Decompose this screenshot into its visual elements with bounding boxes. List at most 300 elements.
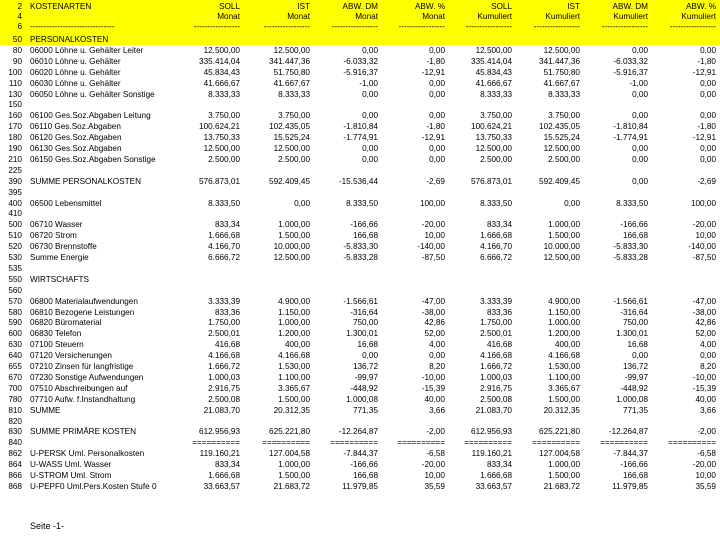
row-line-number: 862 [8,449,22,458]
row-value-cell: 3.750,00 [278,111,310,120]
row-value-cell: 35,59 [424,482,445,491]
row-line-number: 655 [8,362,22,371]
row-value-cell: -448,92 [620,384,648,393]
row-value-cell: 1.500,00 [278,231,310,240]
column-header-dashes: ----------------- [193,22,240,31]
row-value-cell: -6.033,32 [613,57,648,66]
column-header-dashes: ----------------- [331,22,378,31]
row-value-cell: 0,00 [632,111,648,120]
row-line-number: 410 [8,209,22,218]
column-header-line1: IST [297,2,310,11]
column-header-line2: Monat [355,12,378,21]
row-value-cell: 12.500,00 [543,46,580,55]
row-line-number: 390 [8,177,22,186]
row-value-cell: 4,00 [429,340,445,349]
row-line-number: 640 [8,351,22,360]
row-value-cell: 40,00 [424,395,445,404]
row-value-cell: -5.833,28 [343,253,378,262]
row-value-cell: -1,80 [426,57,445,66]
row-line-number: 180 [8,133,22,142]
row-value-cell: 42,86 [695,318,716,327]
row-value-cell: 119.160,21 [199,449,240,458]
row-value-cell: -7.844,37 [343,449,378,458]
row-value-cell: -1.774,91 [613,133,648,142]
row-value-cell: 12.500,00 [543,144,580,153]
row-value-cell: -6,58 [426,449,445,458]
row-value-cell: 1.666,68 [208,231,240,240]
row-value-cell: 41.667,67 [273,79,310,88]
row-line-number: 90 [12,57,22,66]
row-line-number: 864 [8,460,22,469]
row-line-number: 500 [8,220,22,229]
row-value-cell: 1.000,00 [278,220,310,229]
row-value-cell: 1.530,00 [278,362,310,371]
row-label: WIRTSCHAFTS [30,275,89,284]
row-value-cell: -1,80 [697,122,716,131]
row-value-cell: 341.447,36 [539,57,580,66]
row-value-cell: 4.900,00 [278,297,310,306]
row-value-cell: 1.666,72 [208,362,240,371]
row-value-cell: -1,80 [697,57,716,66]
row-value-cell: 166,68 [622,471,648,480]
row-value-cell: 592.409,45 [539,177,580,186]
row-line-number: 190 [8,144,22,153]
row-value-cell: 625.221,80 [539,427,580,436]
column-header-line2: Monat [217,12,240,21]
row-value-cell: 0,00 [564,199,580,208]
row-value-cell: 3.365,67 [278,384,310,393]
row-value-cell: 0,00 [429,79,445,88]
row-value-cell: -38,00 [421,308,445,317]
row-line-number: 225 [8,166,22,175]
row-value-cell: 33.663,57 [203,482,240,491]
row-value-cell: -47,00 [692,297,716,306]
row-value-cell: 612.956,93 [199,427,240,436]
row-value-cell: -5.833,30 [613,242,648,251]
row-value-cell: 42,86 [424,318,445,327]
row-value-cell: 0,00 [429,90,445,99]
row-value-cell: 10,00 [695,231,716,240]
row-value-cell: 4.166,68 [480,351,512,360]
row-value-cell: 136,72 [622,362,648,371]
row-line-number: 50 [12,35,22,44]
row-value-cell: 3.365,67 [548,384,580,393]
row-line-number: 780 [8,395,22,404]
row-label: 06030 Löhne u. Gehälter [30,79,121,88]
row-value-cell: 12.500,00 [273,253,310,262]
row-value-cell: 10,00 [695,471,716,480]
row-line-number: 210 [8,155,22,164]
row-value-cell: ========== [330,438,378,447]
row-value-cell: 119.160,21 [471,449,512,458]
row-label: U-WASS Uml. Wasser [30,460,112,469]
row-value-cell: 416,68 [486,340,512,349]
row-value-cell: -12,91 [692,133,716,142]
row-value-cell: -87,50 [692,253,716,262]
row-value-cell: 127.004,58 [539,449,580,458]
column-header-line2: Kumuliert [545,12,580,21]
row-value-cell: -5.833,28 [613,253,648,262]
row-value-cell: 16,68 [627,340,648,349]
row-line-number: 100 [8,68,22,77]
row-value-cell: 3.750,00 [548,111,580,120]
row-label: 06830 Telefon [30,329,82,338]
row-value-cell: 16,68 [357,340,378,349]
row-value-cell: -2,00 [426,427,445,436]
row-line-number: 570 [8,297,22,306]
column-header-line2: Kumuliert [477,12,512,21]
row-value-cell: 8.333,50 [480,199,512,208]
row-label: U-PEPF0 Uml.Pers.Kosten Stufe 0 [30,482,157,491]
row-value-cell: 625.221,80 [269,427,310,436]
row-value-cell: 21.083,70 [475,406,512,415]
row-value-cell: 0,00 [700,111,716,120]
row-value-cell: -5.833,30 [343,242,378,251]
row-value-cell: -99,97 [354,373,378,382]
row-value-cell: 2.500,08 [480,395,512,404]
row-value-cell: ========== [532,438,580,447]
column-header-line1: ABW. DM [612,2,648,11]
row-value-cell: 1.750,00 [480,318,512,327]
row-value-cell: 136,72 [352,362,378,371]
row-value-cell: ========== [397,438,445,447]
row-value-cell: 1.100,00 [548,373,580,382]
row-value-cell: 100.624,21 [199,122,240,131]
row-value-cell: 6.666,72 [480,253,512,262]
row-line-number: 580 [8,308,22,317]
row-value-cell: 2.500,01 [480,329,512,338]
row-value-cell: 833,34 [486,460,512,469]
row-value-cell: 576.873,01 [199,177,240,186]
row-value-cell: 1.100,00 [278,373,310,382]
row-value-cell: -1.566,61 [343,297,378,306]
row-value-cell: -10,00 [421,373,445,382]
row-value-cell: -47,00 [421,297,445,306]
row-line-number: 830 [8,427,22,436]
row-value-cell: -20,00 [421,460,445,469]
row-value-cell: 100,00 [419,199,445,208]
row-value-cell: 0,00 [362,46,378,55]
row-value-cell: -1,00 [359,79,378,88]
row-label: 06010 Löhne u. Gehälter [30,57,121,66]
row-value-cell: 2.500,00 [208,155,240,164]
column-header-line2: Monat [422,12,445,21]
row-value-cell: 833,36 [214,308,240,317]
row-value-cell: 52,00 [424,329,445,338]
row-value-cell: 4.900,00 [548,297,580,306]
row-line-number: 600 [8,329,22,338]
row-value-cell: 41.666,67 [475,79,512,88]
row-label: 07120 Versicherungen [30,351,112,360]
row-value-cell: 15.525,24 [273,133,310,142]
row-value-cell: 771,35 [352,406,378,415]
row-value-cell: 1.000,03 [208,373,240,382]
column-header-dashes: ----------------- [533,22,580,31]
row-value-cell: 0,00 [362,90,378,99]
row-value-cell: 20.312,35 [273,406,310,415]
row-value-cell: 1.500,00 [278,395,310,404]
row-value-cell: 0,00 [429,351,445,360]
column-header-line2: Monat [287,12,310,21]
kostenarten-title: KOSTENARTEN [30,2,92,11]
column-header-line2: Kumuliert [613,12,648,21]
row-value-cell: -6.033,32 [343,57,378,66]
row-label: U-STROM Uml. Strom [30,471,112,480]
row-value-cell: 0,00 [700,79,716,88]
column-header-line1: ABW. % [414,2,445,11]
row-value-cell: 833,34 [486,220,512,229]
row-value-cell: 51.750,80 [273,68,310,77]
row-value-cell: -1,00 [629,79,648,88]
row-value-cell: 0,00 [632,46,648,55]
row-value-cell: -166,66 [350,460,378,469]
row-value-cell: 12.500,00 [475,144,512,153]
column-header-dashes: ----------------- [263,22,310,31]
row-value-cell: 1.000,00 [278,318,310,327]
row-label: 07100 Steuern [30,340,84,349]
row-value-cell: 8.333,50 [208,199,240,208]
row-value-cell: 1.666,72 [480,362,512,371]
row-value-cell: 0,00 [362,111,378,120]
row-value-cell: -15,39 [421,384,445,393]
row-value-cell: 0,00 [700,46,716,55]
row-value-cell: -1.566,61 [613,297,648,306]
column-header-line1: IST [567,2,580,11]
row-value-cell: -20,00 [421,220,445,229]
row-value-cell: 21.683,72 [273,482,310,491]
row-label: SUMME PERSONALKOSTEN [30,177,142,186]
row-value-cell: -1.810,84 [343,122,378,131]
row-value-cell: 3.750,00 [208,111,240,120]
page-footer: Seite -1- [30,521,65,531]
column-header-dashes: ----------------- [669,22,716,31]
row-value-cell: -2,69 [697,177,716,186]
row-value-cell: 4.166,68 [278,351,310,360]
row-value-cell: -12.264,87 [338,427,378,436]
row-value-cell: 4.166,70 [208,242,240,251]
row-value-cell: 0,00 [632,351,648,360]
row-value-cell: -15.536,44 [338,177,378,186]
row-label: 06120 Ges.Soz.Abgaben [30,133,122,142]
row-value-cell: 12.500,00 [203,144,240,153]
row-label: 06800 Materialaufwendungen [30,297,138,306]
row-value-cell: -12,91 [421,68,445,77]
row-value-cell: 2.500,08 [208,395,240,404]
row-value-cell: 0,00 [632,90,648,99]
row-line-number: 80 [12,46,22,55]
row-value-cell: 41.667,67 [543,79,580,88]
row-line-number: 400 [8,199,22,208]
row-value-cell: 1.500,00 [548,395,580,404]
row-line-number: 510 [8,231,22,240]
row-value-cell: 1.000,08 [346,395,378,404]
column-header-line2: Kumuliert [681,12,716,21]
row-value-cell: 21.083,70 [203,406,240,415]
row-value-cell: 45.834,43 [203,68,240,77]
row-value-cell: -166,66 [350,220,378,229]
row-line-number: 395 [8,188,22,197]
row-value-cell: 10,00 [424,471,445,480]
row-value-cell: 102.435,05 [269,122,310,131]
row-value-cell: 1.300,01 [616,329,648,338]
row-line-number: 630 [8,340,22,349]
row-value-cell: 1.530,00 [548,362,580,371]
row-value-cell: 2.916,75 [208,384,240,393]
row-value-cell: -2,69 [426,177,445,186]
row-value-cell: -87,50 [421,253,445,262]
row-value-cell: 166,68 [352,231,378,240]
row-value-cell: 833,34 [214,220,240,229]
row-value-cell: 0,00 [294,199,310,208]
row-value-cell: 2.500,00 [278,155,310,164]
header-line-number: 6 [17,22,22,31]
row-value-cell: 1.500,00 [548,471,580,480]
row-value-cell: 4.166,68 [208,351,240,360]
row-value-cell: 400,00 [554,340,580,349]
row-value-cell: 8.333,33 [208,90,240,99]
row-value-cell: -15,39 [692,384,716,393]
row-value-cell: 400,00 [284,340,310,349]
row-value-cell: 3.333,39 [480,297,512,306]
row-value-cell: 1.666,68 [480,471,512,480]
row-value-cell: 0,00 [632,155,648,164]
row-line-number: 550 [8,275,22,284]
row-value-cell: -5.916,37 [343,68,378,77]
row-label: 06500 Lebensmittel [30,199,102,208]
row-line-number: 110 [8,79,22,88]
row-value-cell: 8.333,33 [480,90,512,99]
row-value-cell: -7.844,37 [613,449,648,458]
row-value-cell: 35,59 [695,482,716,491]
row-value-cell: 335.414,04 [471,57,512,66]
row-value-cell: ========== [668,438,716,447]
row-label: PERSONALKOSTEN [30,35,109,44]
row-value-cell: 3.333,39 [208,297,240,306]
row-value-cell: 166,68 [622,231,648,240]
row-value-cell: 10.000,00 [543,242,580,251]
row-value-cell: 0,00 [700,144,716,153]
row-value-cell: 12.500,00 [475,46,512,55]
row-value-cell: 0,00 [429,144,445,153]
row-value-cell: 1.000,08 [616,395,648,404]
row-value-cell: 100.624,21 [471,122,512,131]
row-label: 06150 Ges.Soz.Abgaben Sonstige [30,155,156,164]
row-value-cell: 0,00 [700,155,716,164]
row-label: 06050 Löhne u. Gehälter Sonstige [30,90,155,99]
row-value-cell: 6.666,72 [208,253,240,262]
row-value-cell: 8,20 [429,362,445,371]
row-value-cell: 45.834,43 [475,68,512,77]
row-value-cell: 1.300,01 [346,329,378,338]
row-value-cell: 1.750,00 [208,318,240,327]
column-header-dashes: ----------------- [601,22,648,31]
row-label: 06110 Ges.Soz.Abgaben [30,122,121,131]
row-value-cell: 21.683,72 [543,482,580,491]
row-value-cell: 612.956,93 [471,427,512,436]
row-value-cell: 750,00 [352,318,378,327]
row-line-number: 535 [8,264,22,273]
row-line-number: 810 [8,406,22,415]
row-value-cell: 0,00 [429,155,445,164]
row-value-cell: -20,00 [692,460,716,469]
row-value-cell: 1.200,00 [548,329,580,338]
column-header-line1: SOLL [491,2,512,11]
row-value-cell: 12.500,00 [543,253,580,262]
row-value-cell: 341.447,36 [269,57,310,66]
row-label: 06810 Bezogene Leistungen [30,308,135,317]
row-label: 07230 Sonstige Aufwendungen [30,373,144,382]
row-value-cell: 0,00 [429,111,445,120]
row-value-cell: 8,20 [700,362,716,371]
column-header-line1: ABW. DM [342,2,378,11]
row-line-number: 820 [8,417,22,426]
row-label: 06100 Ges.Soz.Abgaben Leitung [30,111,151,120]
row-value-cell: -12,91 [692,68,716,77]
row-value-cell: 20.312,35 [543,406,580,415]
row-value-cell: 11.979,85 [342,482,378,491]
row-value-cell: 0,00 [700,351,716,360]
row-value-cell: -12,91 [421,133,445,142]
row-value-cell: 2.916,75 [480,384,512,393]
header-line-number: 4 [17,12,22,21]
row-value-cell: 8.333,33 [278,90,310,99]
row-value-cell: 12.500,00 [273,144,310,153]
row-value-cell: -316,64 [620,308,648,317]
row-value-cell: 0,00 [362,144,378,153]
row-value-cell: 33.663,57 [475,482,512,491]
row-value-cell: -316,64 [350,308,378,317]
row-line-number: 868 [8,482,22,491]
row-value-cell: 1.666,68 [480,231,512,240]
row-value-cell: ========== [192,438,240,447]
row-value-cell: 10.000,00 [273,242,310,251]
row-label: SUMME PRIMÄRE KOSTEN [30,427,136,436]
row-label: 06130 Ges.Soz.Abgaben [30,144,122,153]
row-value-cell: 416,68 [214,340,240,349]
row-line-number: 520 [8,242,22,251]
row-line-number: 530 [8,253,22,262]
column-header-dashes: ----------------- [465,22,512,31]
row-value-cell: 4,00 [700,340,716,349]
row-value-cell: 13.750,33 [203,133,240,142]
column-header-line1: ABW. % [685,2,716,11]
row-value-cell: -166,66 [620,220,648,229]
row-value-cell: 0,00 [700,90,716,99]
row-label: U-PERSK Uml. Personalkosten [30,449,145,458]
row-value-cell: 41.666,67 [203,79,240,88]
row-value-cell: 2.500,00 [548,155,580,164]
row-value-cell: -140,00 [417,242,445,251]
row-value-cell: 13.750,33 [475,133,512,142]
row-value-cell: 771,35 [622,406,648,415]
row-line-number: 866 [8,471,22,480]
row-value-cell: -12.264,87 [608,427,648,436]
row-value-cell: 1.150,00 [278,308,310,317]
row-value-cell: 4.166,70 [480,242,512,251]
row-value-cell: -166,66 [620,460,648,469]
row-value-cell: ========== [600,438,648,447]
row-value-cell: 3,66 [429,406,445,415]
row-value-cell: 833,36 [486,308,512,317]
row-value-cell: 52,00 [695,329,716,338]
kostenarten-dashes: ------------------------------- [30,22,115,31]
row-value-cell: 750,00 [622,318,648,327]
row-label: 06730 Brennstoffe [30,242,97,251]
row-value-cell: -1,80 [426,122,445,131]
row-label: 06820 Büromaterial [30,318,102,327]
row-value-cell: ========== [464,438,512,447]
row-value-cell: -1.810,84 [613,122,648,131]
